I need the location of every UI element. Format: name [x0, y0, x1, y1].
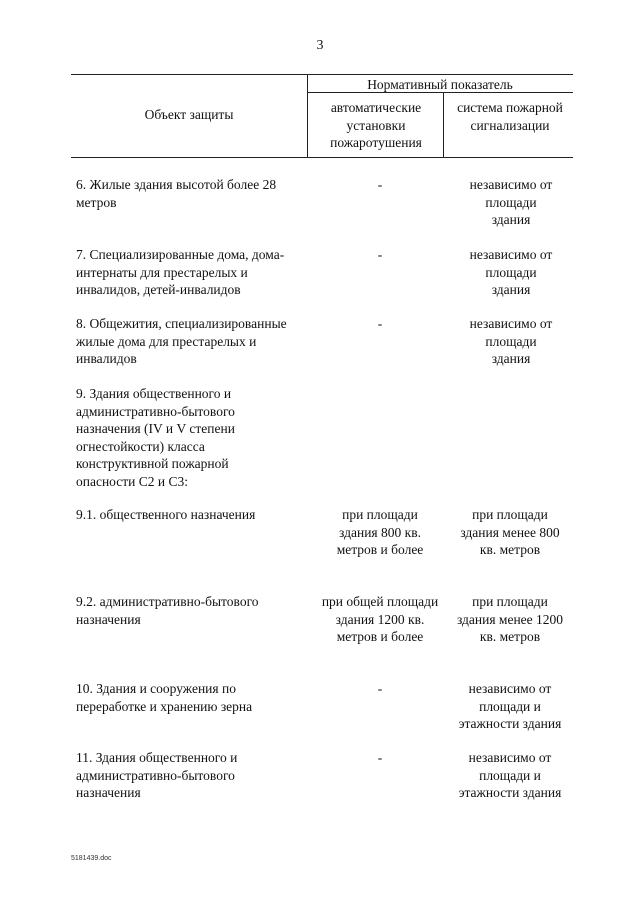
row-9-2-object: 9.2. административно-бытового назначения [76, 594, 259, 627]
row-11-object: 11. Здания общественного и административно-бытового назначения [76, 750, 238, 800]
row-9-2-alarm: при площади здания менее 1200 кв. метров [456, 594, 564, 644]
row-7-auto: - [377, 247, 383, 262]
row-7-alarm: независимо от площади здания [469, 247, 553, 297]
row-9-1-object: 9.1. общественного назначения [76, 507, 256, 522]
header-auto: автоматические установки пожаротушения [330, 100, 422, 150]
row-9-object: 9. Здания общественного и административно-бытового назначения (IV и V степени огнестойкости) класса конструктивной пожарной опасности С2 и С3: [76, 386, 235, 489]
header-object: Объект защиты [144, 107, 234, 122]
row-11-alarm: независимо от площади и этажности здания [458, 750, 562, 800]
row-6-object: 6. Жилые здания высотой более 28 метров [76, 177, 277, 210]
row-10-object: 10. Здания и сооружения по переработке и хранению зерна [76, 681, 253, 714]
page-number: 3 [316, 38, 324, 53]
row-6-alarm: независимо от площади здания [469, 177, 553, 227]
row-11-auto: - [377, 750, 383, 765]
row-9-1-auto: при площади здания 800 кв. метров и более [336, 507, 424, 557]
row-9-2-auto: при общей площади здания 1200 кв. метров и более [321, 594, 439, 644]
row-8-object: 8. Общежития, специализированные жилые дома для престарелых и инвалидов [76, 316, 287, 366]
header-alarm: система пожарной сигнализации [457, 100, 563, 133]
row-6-auto: - [377, 177, 383, 192]
row-10-alarm: независимо от площади и этажности здания [458, 681, 562, 731]
row-8-auto: - [377, 316, 383, 331]
row-10-auto: - [377, 681, 383, 696]
row-7-object: 7. Специализированные дома, дома-интернаты для престарелых и инвалидов, детей-инвалидов [76, 247, 285, 297]
header-normative: Нормативный показатель [367, 77, 513, 92]
header-divider-middle [443, 92, 444, 157]
document-filename: 5181439.doc [71, 855, 112, 862]
header-bottom-rule [71, 157, 573, 158]
row-9-1-alarm: при площади здания менее 800 кв. метров [460, 507, 560, 557]
row-8-alarm: независимо от площади здания [469, 316, 553, 366]
table-top-rule [71, 74, 573, 75]
